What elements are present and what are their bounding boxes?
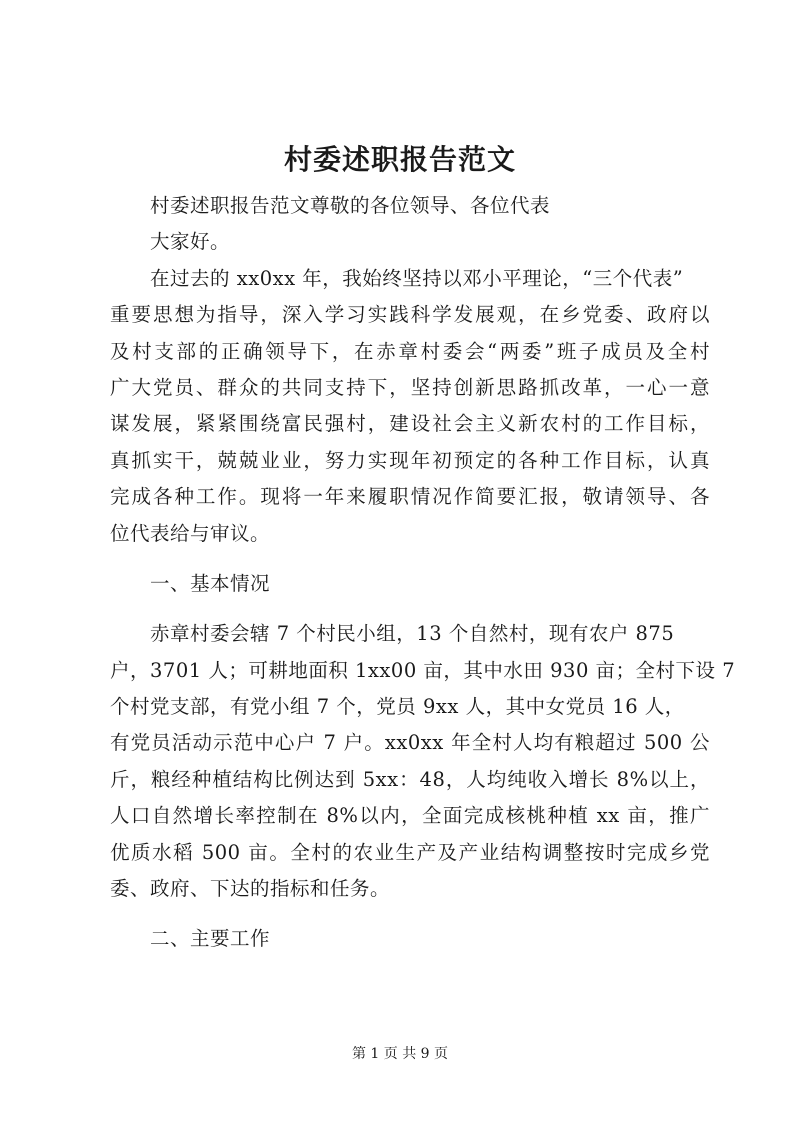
paragraph-line: 户，3701 人；可耕地面积 1xx00 亩，其中水田 930 亩；全村下设 7 xyxy=(110,658,736,682)
section-heading: 一、基本情况 xyxy=(150,571,271,595)
paragraph-line: 个村党支部，有党小组 7 个，党员 9xx 人，其中女党员 16 人， xyxy=(110,695,685,719)
paragraph-line: 斤，粮经种植结构比例达到 5xx：48，人均纯收入增长 8%以上， xyxy=(110,767,710,791)
document-body xyxy=(110,188,736,958)
paragraph-line: 重要思想为指导，深入学习实践科学发展观，在乡党委、政府以 xyxy=(110,303,710,327)
paragraph-line: 赤章村委会辖 7 个村民小组，13 个自然村，现有农户 875 xyxy=(150,622,675,646)
section-heading: 二、主要工作 xyxy=(150,927,271,951)
paragraph-line: 人口自然增长率控制在 8%以内，全面完成核桃种植 xx 亩，推广 xyxy=(110,804,710,828)
paragraph-line: 在过去的 xx0xx 年，我始终坚持以邓小平理论，“三个代表” xyxy=(150,266,684,290)
paragraph-line: 大家好。 xyxy=(150,230,231,254)
paragraph-line: 及村支部的正确领导下，在赤章村委会“两委”班子成员及全村 xyxy=(110,339,710,363)
paragraph-line: 广大党员、群众的共同支持下，坚持创新思路抓改革，一心一意 xyxy=(110,375,710,399)
paragraph-line: 谋发展，紧紧围绕富民强村，建设社会主义新农村的工作目标， xyxy=(110,412,710,436)
paragraph-line: 委、政府、下达的指标和任务。 xyxy=(110,877,391,901)
document-title: 村委述职报告范文 xyxy=(283,143,516,176)
paragraph-line: 有党员活动示范中心户 7 户。xx0xx 年全村人均有粮超过 500 公 xyxy=(110,731,710,755)
paragraph-line: 真抓实干，兢兢业业，努力实现年初预定的各种工作目标，认真 xyxy=(110,448,710,472)
paragraph-line: 优质水稻 500 亩。全村的农业生产及产业结构调整按时完成乡党 xyxy=(110,840,710,864)
paragraph-line: 位代表给与审议。 xyxy=(110,521,271,545)
page-indicator: 第 1 页 共 9 页 xyxy=(351,1046,449,1062)
paragraph-line: 完成各种工作。现将一年来履职情况作简要汇报，敬请领导、各 xyxy=(110,485,710,509)
paragraph-line: 村委述职报告范文尊敬的各位领导、各位代表 xyxy=(150,194,551,217)
